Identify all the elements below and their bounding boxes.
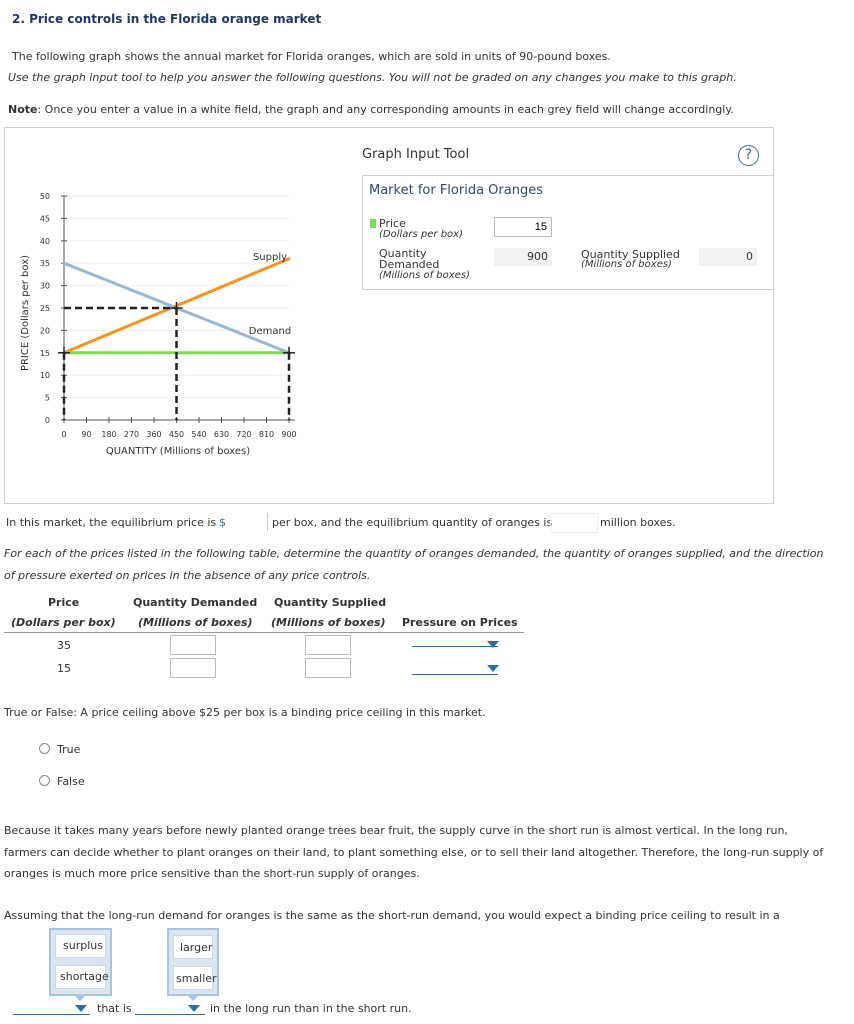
row1-pressure-dropdown[interactable] — [412, 646, 498, 647]
y-tick-label: 30 — [39, 281, 50, 291]
row1-price: 35 — [57, 639, 71, 652]
eq-part1: In this market, the equilibrium price is — [6, 516, 217, 529]
qd-label-line2: Demanded — [379, 258, 440, 271]
table-header-rule — [4, 632, 524, 633]
qs-value: 0 — [699, 248, 757, 266]
demand-label: Demand — [248, 326, 292, 337]
supply-label: Supply — [252, 252, 288, 263]
qd-label-line1: Quantity — [379, 247, 427, 260]
x-tick-label: 540 — [191, 430, 207, 439]
eq-price-input[interactable] — [229, 513, 268, 531]
eq-part2: per box, and the equilibrium quantity of oranges is — [272, 516, 553, 529]
th-qs-unit: (Millions of boxes) — [271, 616, 386, 629]
that-is-text: that is — [97, 1002, 132, 1015]
x-tick-label: 180 — [101, 430, 117, 439]
surplus-shortage-menu — [49, 928, 112, 996]
y-tick-label: 50 — [39, 192, 50, 201]
question-title: 2. Price controls in the Florida orange market — [12, 12, 322, 26]
row1-qd-input[interactable] — [170, 635, 216, 655]
tail-text: in the long run than in the short run. — [210, 1002, 412, 1015]
menu2-pointer-icon — [187, 995, 199, 1001]
option-smaller[interactable]: smaller — [173, 966, 213, 990]
y-tick-label: 5 — [44, 393, 50, 403]
y-tick-label: 0 — [44, 416, 50, 425]
market-chart[interactable] — [0, 0, 360, 470]
y-tick-label: 15 — [39, 348, 50, 358]
false-radio[interactable] — [39, 775, 50, 786]
true-label[interactable]: True — [57, 743, 81, 756]
qd-value: 900 — [494, 248, 552, 266]
menu1-pointer-icon — [74, 995, 86, 1001]
qd-unit: (Millions of boxes) — [379, 270, 470, 281]
instruction-text: Use the graph input tool to help you answer the following questions. You will not be graded on any changes you make to this graph. — [8, 71, 737, 84]
dollar-sign: $ — [219, 516, 226, 529]
qs-unit: (Millions of boxes) — [581, 259, 672, 270]
x-tick-label: 630 — [213, 430, 230, 439]
table-intro: For each of the prices listed in the following table, determine the quantity of oranges demanded, the quantity of oranges supplied, and the direction of pressure exerted on prices in the absence of any price controls. — [4, 547, 824, 582]
x-tick-label: 90 — [81, 430, 92, 439]
size-dropdown[interactable] — [135, 1014, 205, 1015]
x-tick-label: 450 — [168, 430, 185, 439]
x-tick-label: 720 — [236, 430, 252, 439]
tool-title: Graph Input Tool — [362, 147, 470, 162]
y-axis-label: PRICE (Dollars per box) — [20, 254, 31, 372]
th-qs: Quantity Supplied — [274, 596, 387, 609]
price-unit: (Dollars per box) — [379, 229, 463, 240]
option-shortage[interactable]: shortage — [55, 965, 106, 989]
chart-marks — [58, 252, 295, 420]
row1-qs-input[interactable] — [305, 635, 351, 655]
y-tick-label: 35 — [39, 259, 50, 269]
x-axis-label: QUANTITY (Millions of boxes) — [105, 446, 251, 457]
note-body: : Once you enter a value in a white field, the graph and any corresponding amounts in each grey field will change accordingly. — [37, 103, 734, 116]
long-run-paragraph: Because it takes many years before newly planted orange trees bear fruit, the supply curve in the short run is almost vertical. In the long run, farmers can decide whether to plant oranges on their land, to plant something else, or to sell their land altogether. Therefore, the long-run supply of oranges is much more price sensitive than the short-run supply of oranges. — [4, 824, 824, 880]
row2-dropdown-caret-icon[interactable] — [487, 665, 499, 672]
qd-label — [379, 248, 439, 270]
y-tick-label: 25 — [39, 304, 50, 313]
false-label[interactable]: False — [57, 775, 85, 788]
row2-qs-input[interactable] — [305, 658, 351, 678]
row1-dropdown-caret-icon[interactable] — [487, 641, 499, 648]
price-input[interactable] — [494, 217, 552, 237]
th-qd: Quantity Demanded — [133, 596, 258, 609]
th-qd-unit: (Millions of boxes) — [138, 616, 253, 629]
price-legend-swatch — [370, 219, 376, 228]
eq-part3: million boxes. — [600, 516, 676, 529]
row2-pressure-dropdown[interactable] — [412, 674, 498, 675]
y-tick-label: 20 — [39, 326, 50, 336]
x-tick-label: 810 — [258, 430, 275, 439]
th-price: Price — [48, 596, 80, 609]
y-tick-label: 40 — [39, 236, 50, 246]
x-tick-label: 0 — [61, 430, 67, 439]
note-label: Note — [8, 103, 38, 116]
result-dropdown-caret-icon[interactable] — [75, 1005, 87, 1012]
x-tick-label: 900 — [281, 430, 297, 439]
th-price-unit: (Dollars per box) — [11, 616, 116, 629]
final-sentence: Assuming that the long-run demand for oranges is the same as the short-run demand, you would expect a binding price ceiling to result in a — [4, 909, 780, 922]
x-tick-label: 270 — [123, 430, 140, 439]
chart-axes — [40, 192, 297, 439]
th-pressure: Pressure on Prices — [402, 616, 518, 629]
intro-text: The following graph shows the annual market for Florida oranges, which are sold in units of 90-pound boxes. — [12, 50, 611, 63]
option-larger[interactable]: larger — [173, 935, 213, 959]
tf-question: True or False: A price ceiling above $25 per box is a binding price ceiling in this market. — [4, 706, 486, 719]
size-dropdown-caret-icon[interactable] — [188, 1005, 200, 1012]
help-icon[interactable]: ? — [738, 145, 759, 166]
qs-label: Quantity Supplied — [581, 248, 680, 261]
larger-smaller-menu — [167, 928, 219, 996]
y-tick-label: 10 — [39, 371, 50, 381]
y-tick-label: 45 — [39, 214, 50, 224]
price-label: Price — [379, 217, 406, 230]
eq-quantity-input[interactable] — [550, 513, 598, 533]
result-dropdown[interactable] — [13, 1014, 90, 1015]
row2-price: 15 — [57, 662, 71, 675]
market-title: Market for Florida Oranges — [369, 183, 543, 198]
true-radio[interactable] — [39, 743, 50, 754]
option-surplus[interactable]: surplus — [55, 934, 106, 958]
x-tick-label: 360 — [146, 430, 162, 439]
row2-qd-input[interactable] — [170, 658, 216, 678]
